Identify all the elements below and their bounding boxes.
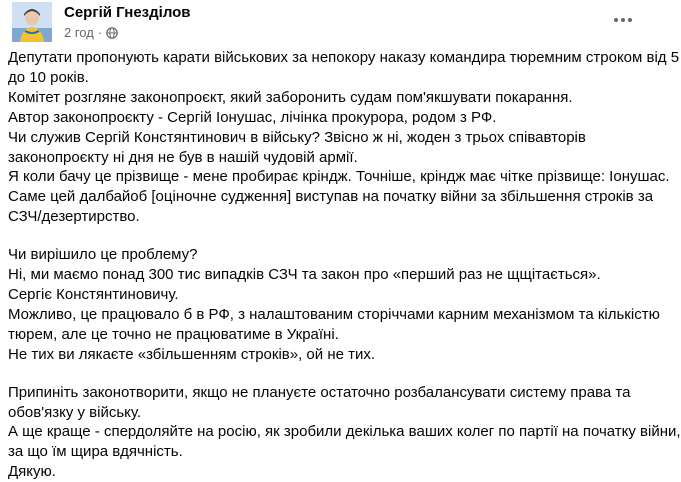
post-text-line: СЗЧ/дезертирство. xyxy=(8,208,140,226)
post-text-line: Депутати пропонують карати військових за непокору наказу командира тюремним строком від 5 xyxy=(8,49,680,66)
post-timestamp[interactable]: 2 год xyxy=(64,25,94,40)
avatar-image xyxy=(12,2,52,42)
more-horizontal-icon-dot xyxy=(621,18,625,22)
post-text-line: обов'язку у війську. xyxy=(8,403,142,421)
more-options-button[interactable] xyxy=(609,6,637,34)
post-paragraph xyxy=(8,383,681,482)
post-text-line: тюрем, але це точно не працюватиме в Україні. xyxy=(8,325,339,343)
post-meta xyxy=(64,25,118,40)
post-text-line: Не тих ви лякаєте «збільшенням строків», ой не тих. xyxy=(8,345,376,363)
post-text-line: Чи служив Сергій Констянтинович в війську? Звісно ж ні, жоден з трьох співавторів xyxy=(8,128,586,146)
post-text-line: до 10 років. xyxy=(8,68,89,86)
globe-icon[interactable] xyxy=(106,27,118,39)
post-paragraph xyxy=(8,48,680,227)
post-paragraph xyxy=(8,245,660,364)
post-text-line: А ще краще - спердоляйте на росію, як зробили декілька ваших колег по партії на початку війни, xyxy=(8,423,681,441)
post-text-line: Можливо, це працювало б в РФ, з налаштованим сторіччами карним механізмом та кількістю xyxy=(8,305,660,323)
post-text-line: Автор законопроєкту - Сергій Іонушас, лічінка прокурора, родом з РФ. xyxy=(8,108,497,126)
more-horizontal-icon-dot xyxy=(628,18,632,22)
post-text-line: Чи вирішило це проблему? xyxy=(8,246,198,264)
post-text xyxy=(8,48,681,482)
post-text-line: Припиніть законотворити, якщо не плануєте остаточно розбалансувати систему права та xyxy=(8,383,631,401)
post-text-line: за що їм щира вдячність. xyxy=(8,443,183,461)
post-text-line: Ні, ми маємо понад 300 тис випадків СЗЧ та закон про «перший раз не щщітається». xyxy=(8,266,601,284)
meta-separator: · xyxy=(97,25,103,40)
more-horizontal-icon xyxy=(614,18,618,22)
post-header xyxy=(12,0,637,46)
author-name[interactable]: Сергій Гнезділов xyxy=(64,4,191,21)
avatar[interactable] xyxy=(12,2,52,42)
post-text-line: законопроєкту ні дня не був в нашій чудовій армії. xyxy=(8,148,358,166)
post-text-line: Сергіє Констянтиновичу. xyxy=(8,285,179,303)
post-text-line: Я коли бачу це прізвище - мене пробирає кріндж. Точніше, кріндж має чітке прізвище: Іонушас. xyxy=(8,168,670,186)
post-text-line: Дякую. xyxy=(8,463,56,481)
post-text-line: Комітет розгляне законопроєкт, який заборонить судам пом'якшувати покарання. xyxy=(8,88,573,106)
post-text-line: Саме цей далбайоб [оціночне судження] виступав на початку війни за збільшення строків за xyxy=(8,188,654,206)
